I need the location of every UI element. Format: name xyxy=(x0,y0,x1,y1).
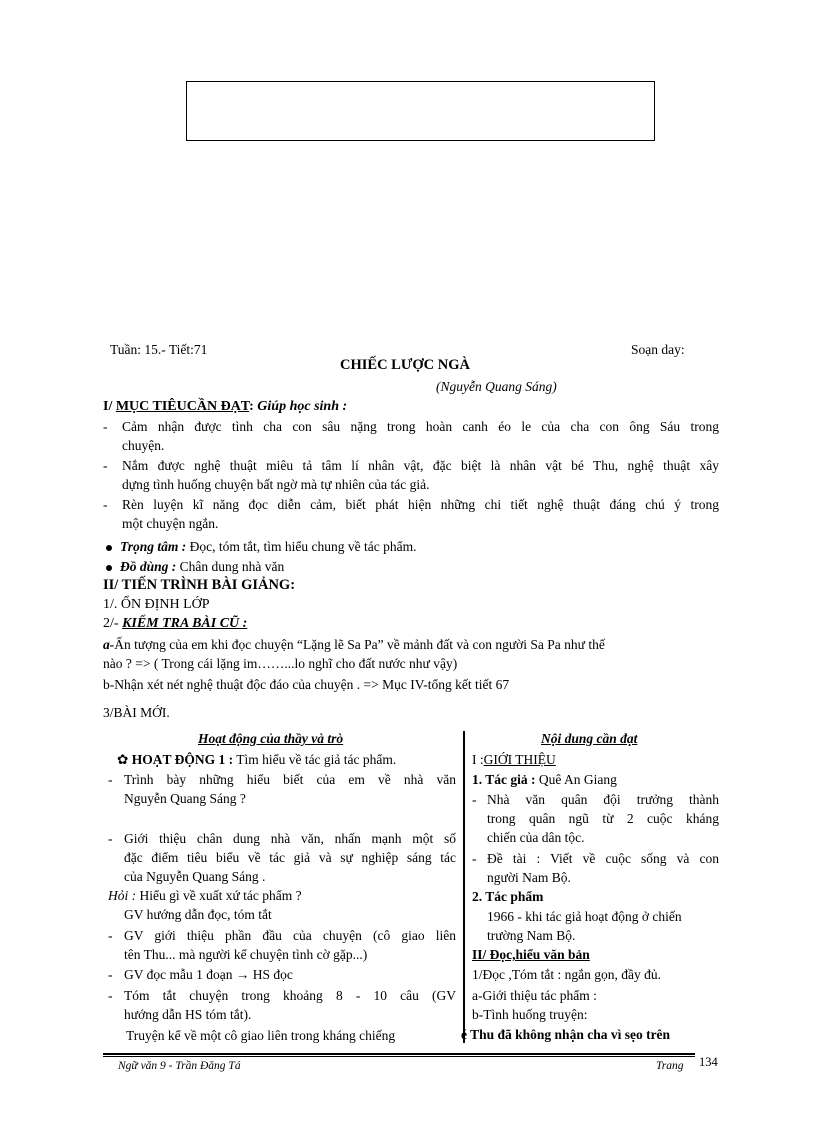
date-label: Soạn day: xyxy=(631,342,685,357)
step-2-title: KIỂM TRA BÀI CŨ : xyxy=(122,616,248,631)
footer-left: Ngữ văn 9 - Trần Đăng Tá xyxy=(118,1060,241,1072)
right-column-header: Nội dung cần đạt xyxy=(541,731,638,746)
question-a xyxy=(103,635,720,673)
step-3: 3/BÀI MỚI. xyxy=(103,705,170,720)
left-line-5: của Nguyễn Quang Sáng . xyxy=(124,869,266,884)
objective-1-line-1: Cảm nhận được tình cha con sâu nặng trong hoàn canh éo le của cha con ông Sáu trong xyxy=(122,419,719,434)
section-1-num: I/ xyxy=(103,399,116,414)
objective-2-line-2: dựng tình huống chuyện bất ngờ mà tự nhiên của tác giả. xyxy=(122,477,430,492)
right-section-1-num: I : xyxy=(472,752,484,767)
week-lesson: Tuần: 15.- Tiết:71 xyxy=(110,342,208,357)
right-line-6: người Nam Bộ. xyxy=(487,870,571,885)
focus-line xyxy=(106,537,416,556)
hoi-label: Hỏi : xyxy=(108,888,137,903)
bullet-icon xyxy=(106,565,112,571)
step-2-num: 2/- xyxy=(103,616,123,631)
left-dash: - xyxy=(108,988,113,1003)
objective-2-line-1: Nắm được nghệ thuật miêu tả tâm lí nhân vật, đặc biệt là nhân vật bé Thu, nghệ thuật xây xyxy=(122,458,719,473)
left-line-12: Truyện kể về một cô giao liên trong kháng chiếng xyxy=(126,1028,396,1043)
activity-1-text: Tìm hiểu về tác giả tác phẩm. xyxy=(233,752,397,767)
tools-label: Đồ dùng : xyxy=(120,559,177,574)
left-line-3: Giới thiệu chân dung nhà văn, nhấn mạnh một số xyxy=(124,831,456,846)
author-info xyxy=(472,770,617,789)
bullet-icon xyxy=(106,545,112,551)
work-label: 2. Tác phẩm xyxy=(472,889,544,904)
objective-3-line-2: một chuyện ngắn. xyxy=(122,516,219,531)
hoi-text: Hiểu gì về xuất xứ tác phẩm ? xyxy=(136,888,302,903)
left-line-11: hướng dẫn HS tóm tắt). xyxy=(124,1007,252,1022)
objective-3-line-1: Rèn luyện kĩ năng đọc diễn cảm, biết phát hiện những chi tiết nghệ thuật đáng chú ý trong xyxy=(122,497,719,512)
left-line-2: Nguyễn Quang Sáng ? xyxy=(124,791,246,806)
section-1-title: MỤC TIÊUCẦN ĐẠT xyxy=(115,399,250,414)
left-line-1: Trình bày những hiểu biết của em về nhà văn xyxy=(124,772,456,787)
footer-rule xyxy=(103,1056,695,1057)
tools-text: Chân dung nhà văn xyxy=(176,559,285,574)
question-a-line-2: nào ? => ( Trong cái lặng im……...lo nghĩ cho đất nước như vậy) xyxy=(103,656,458,671)
author-info-text: Quê An Giang xyxy=(535,772,617,787)
focus-label: Trọng tâm : xyxy=(120,539,187,554)
left-line-4: đặc điểm tiêu biểu về tác giả và sự nghiệp sáng tác xyxy=(124,850,456,865)
author-info-label: 1. Tác giả : xyxy=(472,772,536,787)
author-name: (Nguyễn Quang Sáng) xyxy=(436,379,557,394)
tools-line xyxy=(106,557,284,576)
right-line-13: é Thu đã không nhận cha vì sẹo trên xyxy=(461,1027,671,1042)
section-2-heading: II/ TIẾN TRÌNH BÀI GIẢNG: xyxy=(103,577,296,593)
section-1-heading xyxy=(103,397,347,416)
right-line-5: Đề tài : Viết về cuộc sống và con xyxy=(487,851,719,866)
right-line-8: 1966 - khi tác giả hoạt động ở chiến xyxy=(487,909,682,924)
right-line-2: Nhà văn quân đội trưởng thành xyxy=(487,792,719,807)
left-column-header: Hoạt động của thầy và trò xyxy=(198,731,344,746)
right-section-1 xyxy=(472,750,556,769)
question-a-label: a- xyxy=(103,637,115,652)
question-a-line-1: Ấn tượng của em khi đọc chuyện “Lặng lẽ Sa Pa” về mảnh đất và con người Sa Pa như thế xyxy=(114,637,605,652)
left-line-6: GV hướng dẫn đọc, tóm tắt xyxy=(124,907,272,922)
step-2 xyxy=(103,614,247,633)
column-divider xyxy=(463,731,465,1043)
left-line-10: Tóm tắt chuyện trong khoảng 8 - 10 câu (GV xyxy=(124,988,456,1003)
header-box xyxy=(186,81,655,141)
right-line-4: chiến của dân tộc. xyxy=(487,830,585,845)
page-number: 134 xyxy=(699,1055,718,1069)
left-dash: - xyxy=(108,772,113,787)
step-1: 1/. ỔN ĐỊNH LỚP xyxy=(103,597,210,612)
question-hoi xyxy=(108,886,302,905)
right-dash: - xyxy=(472,792,477,807)
left-line-8: tên Thu... mà người kể chuyện tình cờ gặp...) xyxy=(124,947,368,962)
footer-rule xyxy=(103,1053,695,1055)
footer-page-label: Trang xyxy=(656,1060,684,1072)
right-line-9: trường Nam Bộ. xyxy=(487,928,576,943)
section-1-sub: Giúp học sinh : xyxy=(257,399,348,414)
left-line-9: GV đọc mẫu 1 đoạn → HS đọc xyxy=(124,967,293,982)
right-line-11: a-Giới thiệu tác phẩm : xyxy=(472,988,597,1003)
right-section-2: II/ Đọc,hiểu văn bản xyxy=(472,947,590,962)
right-line-12: b-Tình huống truyện: xyxy=(472,1007,588,1022)
page-title: CHIẾC LƯỢC NGÀ xyxy=(340,357,470,373)
left-dash: - xyxy=(108,831,113,846)
right-line-10: 1/Đọc ,Tóm tắt : ngắn gọn, đầy đủ. xyxy=(472,967,661,982)
left-dash: - xyxy=(108,928,113,943)
right-dash: - xyxy=(472,851,477,866)
objective-1-line-2: chuyện. xyxy=(122,438,165,453)
section-1-colon: : xyxy=(249,399,258,414)
question-b: b-Nhận xét nét nghệ thuật độc đáo của chuyện . => Mục IV-tổng kết tiết 67 xyxy=(103,677,510,692)
activity-1-label: HOẠT ĐỘNG 1 : xyxy=(131,752,234,767)
right-section-1-title: GIỚI THIỆU xyxy=(483,752,556,767)
right-line-3: trong quân ngũ từ 2 cuộc kháng xyxy=(487,811,719,826)
flower-icon: ✿ xyxy=(117,752,129,767)
focus-text: Đọc, tóm tắt, tìm hiểu chung về tác phẩm. xyxy=(186,539,417,554)
left-dash: - xyxy=(108,967,113,982)
activity-1 xyxy=(117,750,396,769)
left-line-7: GV giới thiệu phần đầu của chuyện (cô giao liên xyxy=(124,928,456,943)
